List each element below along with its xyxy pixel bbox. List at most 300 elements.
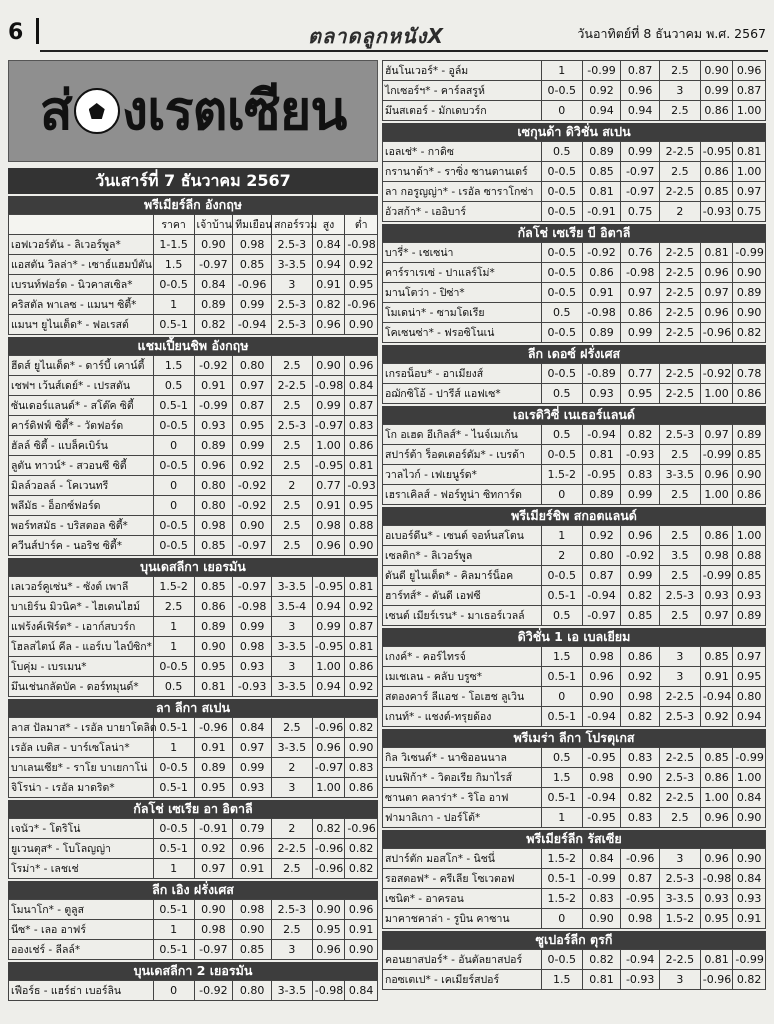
match-name: เบรนท์ฟอร์ด - นิวคาสเซิล* xyxy=(9,275,154,295)
odds-value: 0.96 xyxy=(621,81,660,101)
odds-value: -0.94 xyxy=(700,687,733,707)
match-name: โมเดน่า* - ซามโดเรีย xyxy=(383,303,542,323)
odds-value: 0.81 xyxy=(345,637,378,657)
odds-value: 3 xyxy=(660,647,701,667)
odds-value: 2.5 xyxy=(660,808,701,828)
odds-value: 0.96 xyxy=(733,61,766,81)
match-row xyxy=(9,617,378,637)
match-row xyxy=(9,637,378,657)
odds-value: 0.86 xyxy=(345,657,378,677)
odds-value: 0.5-1 xyxy=(153,900,194,920)
league-title: กัลโช่ เซเรีย บี อิตาลี xyxy=(382,222,766,242)
match-name: สตองคาร์ ลีแอช - โอเฮช ลูเวิน xyxy=(383,687,542,707)
odds-value: 0.98 xyxy=(233,900,272,920)
odds-value: 0.91 xyxy=(194,738,233,758)
odds-value: 2.5-3 xyxy=(660,707,701,727)
odds-value: 0.98 xyxy=(582,768,621,788)
odds-value: 0.91 xyxy=(733,909,766,929)
odds-value: 0.95 xyxy=(194,778,233,798)
odds-value: -0.98 xyxy=(700,869,733,889)
odds-value: 0.89 xyxy=(733,283,766,303)
odds-value: 0.87 xyxy=(582,566,621,586)
league-title: ลีก เอิง ฝรั่งเศส xyxy=(8,879,378,899)
match-row xyxy=(9,456,378,476)
match-row xyxy=(9,416,378,436)
odds-value: 0.81 xyxy=(733,142,766,162)
odds-value: 1 xyxy=(541,808,582,828)
odds-value: 1.5-2 xyxy=(541,849,582,869)
odds-value: 1.00 xyxy=(733,768,766,788)
odds-value: 2-2.5 xyxy=(660,364,701,384)
odds-value: -0.97 xyxy=(621,162,660,182)
odds-value: 0.85 xyxy=(700,182,733,202)
odds-value: 0.79 xyxy=(233,819,272,839)
odds-value: 0.85 xyxy=(733,445,766,465)
match-row xyxy=(383,970,766,990)
odds-value: 0.99 xyxy=(621,485,660,505)
odds-value: 1.5-2 xyxy=(541,889,582,909)
match-row xyxy=(9,396,378,416)
odds-value: -0.97 xyxy=(582,606,621,626)
odds-value: 0 xyxy=(541,687,582,707)
odds-value: 1 xyxy=(153,920,194,940)
odds-value: 3 xyxy=(660,970,701,990)
match-name: เจนัว* - โตริโน่ xyxy=(9,819,154,839)
odds-value: -0.98 xyxy=(312,376,345,396)
match-name: เซลติก* - ลิเวอร์พูล xyxy=(383,546,542,566)
odds-value: 1.5 xyxy=(541,647,582,667)
match-name: เซนิต* - อาครอน xyxy=(383,889,542,909)
odds-value: 0.80 xyxy=(194,496,233,516)
odds-value: 1.00 xyxy=(700,485,733,505)
odds-value: 0.90 xyxy=(345,315,378,335)
odds-value: 0.5-1 xyxy=(541,869,582,889)
league-title: เอเรดิวิซี่ เนเธอร์แลนด์ xyxy=(382,404,766,424)
odds-value: 0.98 xyxy=(700,546,733,566)
odds-value: -0.93 xyxy=(700,202,733,222)
odds-value: 3.5-4 xyxy=(271,597,312,617)
match-name: สปาร์ตัก มอสโก* - นิชนี่ xyxy=(383,849,542,869)
odds-value: 0-0.5 xyxy=(541,950,582,970)
odds-value: 2-2.5 xyxy=(660,283,701,303)
odds-value: 0.81 xyxy=(582,182,621,202)
odds-value: 0.85 xyxy=(194,577,233,597)
odds-value: -0.97 xyxy=(233,577,272,597)
match-name: สปาร์ต้า ร็อตเตอร์ดัม* - เบรด้า xyxy=(383,445,542,465)
match-name: อฌักซิโอ้ - ปารีส์ แอฟเซ* xyxy=(383,384,542,404)
league-section xyxy=(8,194,378,335)
match-row xyxy=(383,283,766,303)
match-name: มิลล์วอลล์ - โคเวนทรี xyxy=(9,476,154,496)
match-row xyxy=(9,255,378,275)
odds-value: 1 xyxy=(153,637,194,657)
odds-value: 0.5-1 xyxy=(153,718,194,738)
odds-value: 0-0.5 xyxy=(153,536,194,556)
odds-value: 2-2.5 xyxy=(660,243,701,263)
match-row xyxy=(9,859,378,879)
odds-value: 0.90 xyxy=(345,738,378,758)
odds-value: 2.5 xyxy=(271,536,312,556)
match-name: ลูตัน ทาวน์* - สวอนซี ซิตี้ xyxy=(9,456,154,476)
odds-value: 0.90 xyxy=(312,356,345,376)
match-row xyxy=(383,889,766,909)
league-title: เซกุนด้า ดิวิชั่น สเปน xyxy=(382,121,766,141)
odds-value: 2.5-3 xyxy=(660,586,701,606)
odds-value: 0.86 xyxy=(582,263,621,283)
league-title: กัลโช่ เซเรีย อา อิตาลี xyxy=(8,798,378,818)
league-section xyxy=(8,556,378,697)
odds-value: -0.93 xyxy=(233,677,272,697)
odds-value: 0.95 xyxy=(233,416,272,436)
match-name: มึนสเตอร์ - มักเดบวร์ก xyxy=(383,101,542,121)
odds-value: 0 xyxy=(541,101,582,121)
odds-value: 3 xyxy=(660,849,701,869)
odds-value: 0.90 xyxy=(345,536,378,556)
odds-value: 1.00 xyxy=(700,788,733,808)
match-name: ฟามาลิเกา - ปอร์โต้* xyxy=(383,808,542,828)
match-name: นีซ* - เลอ อาฟร์ xyxy=(9,920,154,940)
odds-value: 3-3.5 xyxy=(660,889,701,909)
odds-value: 0.91 xyxy=(582,283,621,303)
odds-value: 0-0.5 xyxy=(153,416,194,436)
header-rule xyxy=(40,50,768,52)
league-title: ดิวิชั่น 1 เอ เบลเยียม xyxy=(382,626,766,646)
odds-value: 0-0.5 xyxy=(541,182,582,202)
odds-value: 0.81 xyxy=(700,950,733,970)
odds-value: -0.99 xyxy=(733,243,766,263)
match-row xyxy=(9,657,378,677)
right-league-list xyxy=(382,121,766,990)
odds-value: 0.83 xyxy=(345,416,378,436)
odds-value: 0.5-1 xyxy=(541,788,582,808)
league-section xyxy=(382,828,766,929)
match-name: เกรอน็อบ* - อาเมียงส์ xyxy=(383,364,542,384)
match-row xyxy=(9,900,378,920)
match-name: โฮลสไตน์ คีล - แอร์เบ ไลป์ซิก* xyxy=(9,637,154,657)
match-row xyxy=(383,566,766,586)
match-row xyxy=(383,142,766,162)
odds-value: 0.89 xyxy=(733,425,766,445)
odds-value: 0.5-1 xyxy=(541,667,582,687)
odds-value: 0.90 xyxy=(733,465,766,485)
odds-value: 0.5-1 xyxy=(541,707,582,727)
odds-value: 0.95 xyxy=(312,920,345,940)
match-name: ฮีดส์ ยูไนเต็ด* - ดาร์บี้ เคาน์ตี้ xyxy=(9,356,154,376)
odds-value: 0.92 xyxy=(582,526,621,546)
odds-value: 2.5 xyxy=(271,456,312,476)
odds-value: 0-0.5 xyxy=(153,758,194,778)
odds-value: 0.96 xyxy=(312,536,345,556)
odds-value: 0-0.5 xyxy=(541,323,582,343)
odds-value: 2.5 xyxy=(660,101,701,121)
odds-value: 0.85 xyxy=(700,748,733,768)
odds-value: 2.5 xyxy=(153,597,194,617)
match-row xyxy=(9,235,378,255)
match-row xyxy=(383,869,766,889)
match-name: พลีมัธ - อ็อกซ์ฟอร์ด xyxy=(9,496,154,516)
odds-value: -0.89 xyxy=(582,364,621,384)
match-row xyxy=(383,687,766,707)
odds-value: 0.81 xyxy=(700,243,733,263)
match-name: มานโตว่า - ปิซ่า* xyxy=(383,283,542,303)
odds-value: 2.5 xyxy=(660,485,701,505)
odds-value: 0.97 xyxy=(194,859,233,879)
odds-value: 0.99 xyxy=(233,617,272,637)
odds-value: 0.93 xyxy=(233,657,272,677)
match-row xyxy=(383,748,766,768)
odds-value: 0.86 xyxy=(345,436,378,456)
odds-value: 0-0.5 xyxy=(541,263,582,283)
league-section xyxy=(382,343,766,404)
odds-value: 0.98 xyxy=(194,920,233,940)
odds-value: 0.97 xyxy=(733,647,766,667)
odds-value: 0.93 xyxy=(733,586,766,606)
odds-value: 0.87 xyxy=(621,61,660,81)
odds-value: 0.82 xyxy=(194,315,233,335)
odds-value: 0.94 xyxy=(621,101,660,121)
page-number: 6 xyxy=(8,20,24,45)
odds-value: 0.89 xyxy=(194,295,233,315)
odds-value: -0.92 xyxy=(582,243,621,263)
odds-value: 0.5 xyxy=(541,425,582,445)
match-name: เฟือร์ธ - แฮร์ธ่า เบอร์ลิน xyxy=(9,981,154,1001)
odds-value: 0.90 xyxy=(582,687,621,707)
odds-value: -0.96 xyxy=(194,718,233,738)
match-name: เฮราเคิลส์ - ฟอร์ทูน่า ซิทการ์ด xyxy=(383,485,542,505)
table-header-row xyxy=(9,215,378,235)
odds-value: 2.5 xyxy=(271,516,312,536)
odds-value: 0.91 xyxy=(194,376,233,396)
odds-value: 0.86 xyxy=(733,485,766,505)
odds-value: 0.96 xyxy=(345,356,378,376)
odds-value: 0-0.5 xyxy=(153,275,194,295)
odds-value: 2-2.5 xyxy=(660,142,701,162)
odds-value: -0.98 xyxy=(312,981,345,1001)
odds-value: 3 xyxy=(271,617,312,637)
odds-table xyxy=(8,818,378,879)
odds-value: 1 xyxy=(153,859,194,879)
odds-value: 0.90 xyxy=(345,940,378,960)
odds-value: 0.83 xyxy=(621,808,660,828)
odds-value: 0.95 xyxy=(194,657,233,677)
match-name: คาร์ราเรเซ่ - ปาแลร์โม่* xyxy=(383,263,542,283)
odds-value: 2.5 xyxy=(271,496,312,516)
match-row xyxy=(9,315,378,335)
odds-value: 0.90 xyxy=(733,303,766,323)
odds-value: 3-3.5 xyxy=(271,255,312,275)
league-title: พรีเมียร์ลีก รัสเซีย xyxy=(382,828,766,848)
odds-value: 2.5-3 xyxy=(660,869,701,889)
match-name: ลา กอรูญญ่า* - เรอัล ซาราโกซ่า xyxy=(383,182,542,202)
odds-value: 1.5-2 xyxy=(153,577,194,597)
odds-value: 0.80 xyxy=(194,476,233,496)
league-section xyxy=(382,727,766,828)
odds-value: 0.75 xyxy=(621,202,660,222)
odds-value: 2 xyxy=(271,758,312,778)
odds-value: 0.82 xyxy=(621,788,660,808)
odds-value: 2.5 xyxy=(660,162,701,182)
odds-value: -0.94 xyxy=(582,586,621,606)
league-section xyxy=(382,121,766,222)
odds-value: 0-0.5 xyxy=(153,819,194,839)
league-title: ลีก เดอซ์ ฝรั่งเศส xyxy=(382,343,766,363)
match-row xyxy=(383,202,766,222)
odds-value: -0.96 xyxy=(345,819,378,839)
header-blank-cell xyxy=(9,215,154,235)
match-row xyxy=(383,182,766,202)
match-row xyxy=(383,81,766,101)
odds-value: 0.92 xyxy=(194,839,233,859)
league-section xyxy=(8,697,378,798)
match-row xyxy=(383,586,766,606)
odds-value: 0 xyxy=(541,909,582,929)
odds-value: 0.84 xyxy=(345,376,378,396)
odds-value: 0.81 xyxy=(345,456,378,476)
right-continued-table xyxy=(382,60,766,121)
match-name: โก อเฮด อีเกิลส์* - ไนจ์เมเก้น xyxy=(383,425,542,445)
odds-value: 0.91 xyxy=(312,496,345,516)
odds-value: 0.85 xyxy=(733,566,766,586)
odds-value: 2.5 xyxy=(271,356,312,376)
odds-value: 0.95 xyxy=(345,496,378,516)
odds-value: -0.98 xyxy=(345,235,378,255)
odds-table xyxy=(382,848,766,929)
odds-value: 0.90 xyxy=(233,516,272,536)
match-row xyxy=(383,606,766,626)
odds-value: 0.87 xyxy=(733,81,766,101)
odds-value: -0.99 xyxy=(700,566,733,586)
odds-value: 0-0.5 xyxy=(541,81,582,101)
odds-value: -0.95 xyxy=(582,748,621,768)
match-name: ฮันโนเวอร์* - อูล์ม xyxy=(383,61,542,81)
odds-value: 0.93 xyxy=(700,889,733,909)
match-name: ยูเวนตุส* - โบโลญญ่า xyxy=(9,839,154,859)
match-name: วาลไวก์ - เฟเยนูร์ด* xyxy=(383,465,542,485)
odds-value: 0.83 xyxy=(582,889,621,909)
match-date-bar: วันเสาร์ที่ 7 ธันวาคม 2567 xyxy=(8,168,378,194)
odds-value: 2 xyxy=(541,546,582,566)
odds-value: 2.5 xyxy=(271,396,312,416)
odds-value: 1 xyxy=(541,526,582,546)
odds-value: 0.82 xyxy=(312,295,345,315)
odds-value: 0.82 xyxy=(345,839,378,859)
odds-value: 0.5 xyxy=(541,748,582,768)
odds-value: 0.99 xyxy=(233,436,272,456)
odds-value: 0.94 xyxy=(312,597,345,617)
match-row xyxy=(9,536,378,556)
match-name: อองเช่ร์ - ลีลล์* xyxy=(9,940,154,960)
odds-value: 0.96 xyxy=(194,456,233,476)
odds-value: 0.96 xyxy=(233,839,272,859)
odds-value: 2.5 xyxy=(660,445,701,465)
match-name: เซนต์ เมียร์เรน* - มาเธอร์เวลล์ xyxy=(383,606,542,626)
odds-value: -0.98 xyxy=(582,303,621,323)
odds-value: 0.82 xyxy=(345,859,378,879)
odds-value: 0.99 xyxy=(233,758,272,778)
odds-value: -0.97 xyxy=(194,940,233,960)
odds-value: 2.5-3 xyxy=(271,416,312,436)
odds-value: 2-2.5 xyxy=(660,748,701,768)
odds-value: 1.5 xyxy=(541,970,582,990)
odds-value: 0.92 xyxy=(345,677,378,697)
match-row xyxy=(383,485,766,505)
odds-value: 0 xyxy=(153,496,194,516)
odds-value: -0.99 xyxy=(733,950,766,970)
match-row xyxy=(383,768,766,788)
odds-value: 0.89 xyxy=(194,758,233,778)
odds-value: 0.90 xyxy=(194,900,233,920)
odds-value: 0.98 xyxy=(582,647,621,667)
odds-value: -0.99 xyxy=(700,445,733,465)
odds-value: 2.5 xyxy=(660,526,701,546)
match-name: แอสตัน วิลล่า* - เซาธ์แฮมป์ตัน xyxy=(9,255,154,275)
odds-value: -0.98 xyxy=(621,263,660,283)
odds-value: 2.5-3 xyxy=(271,235,312,255)
odds-value: 0.82 xyxy=(621,425,660,445)
match-row xyxy=(383,546,766,566)
odds-value: 0.82 xyxy=(582,950,621,970)
odds-value: 2.5-3 xyxy=(271,315,312,335)
odds-value: 2-2.5 xyxy=(660,788,701,808)
league-section xyxy=(8,960,378,1001)
newspaper-logo: ตลาดลูกหนังX xyxy=(308,24,444,48)
odds-value: 0.88 xyxy=(345,516,378,536)
odds-value: 2.5 xyxy=(660,61,701,81)
odds-value: 0-0.5 xyxy=(153,516,194,536)
odds-value: 0.87 xyxy=(345,396,378,416)
odds-value: 0.97 xyxy=(233,376,272,396)
odds-value: -0.94 xyxy=(582,788,621,808)
odds-value: 0.82 xyxy=(733,970,766,990)
odds-value: 0.89 xyxy=(582,323,621,343)
odds-value: -0.95 xyxy=(582,465,621,485)
odds-value: 0.94 xyxy=(312,677,345,697)
match-name: เกนท์* - แชงต์-ทรุยด้อง xyxy=(383,707,542,727)
odds-value: 0.96 xyxy=(621,526,660,546)
odds-value: -0.95 xyxy=(312,577,345,597)
league-title: บุนเดสลีกา เยอรมัน xyxy=(8,556,378,576)
league-section xyxy=(382,929,766,990)
odds-value: 0 xyxy=(153,476,194,496)
odds-value: 0.99 xyxy=(233,295,272,315)
odds-value: 0-0.5 xyxy=(541,566,582,586)
odds-value: 2-2.5 xyxy=(271,839,312,859)
banner-title-right: งเรตเซียน xyxy=(121,79,347,142)
odds-value: 0.77 xyxy=(621,364,660,384)
odds-value: -0.96 xyxy=(312,839,345,859)
section-banner xyxy=(8,60,378,162)
odds-value: 0.97 xyxy=(700,606,733,626)
odds-value: 0.83 xyxy=(621,748,660,768)
match-name: บาเลนเซีย* - ราโย บาเยกาโน่ xyxy=(9,758,154,778)
odds-value: 0-0.5 xyxy=(153,456,194,476)
column-header: ราคา xyxy=(153,215,194,235)
odds-value: 0.89 xyxy=(733,606,766,626)
league-title: ลา ลีกา สเปน xyxy=(8,697,378,717)
odds-value: 0.93 xyxy=(194,416,233,436)
odds-value: 0.75 xyxy=(733,202,766,222)
match-row xyxy=(9,920,378,940)
match-row xyxy=(383,909,766,929)
odds-value: 1.00 xyxy=(312,778,345,798)
odds-value: -0.95 xyxy=(312,456,345,476)
match-name: กิล วิเซนต์* - นาซิออนนาล xyxy=(383,748,542,768)
odds-value: 0.84 xyxy=(582,849,621,869)
match-name: กรานาด้า* - ราซิ่ง ซานตานเดร์ xyxy=(383,162,542,182)
match-name: โมนาโก* - ตูลูส xyxy=(9,900,154,920)
match-name: โคเซนซ่า* - ฟรอซิโนเน่ xyxy=(383,323,542,343)
odds-value: -0.91 xyxy=(194,819,233,839)
